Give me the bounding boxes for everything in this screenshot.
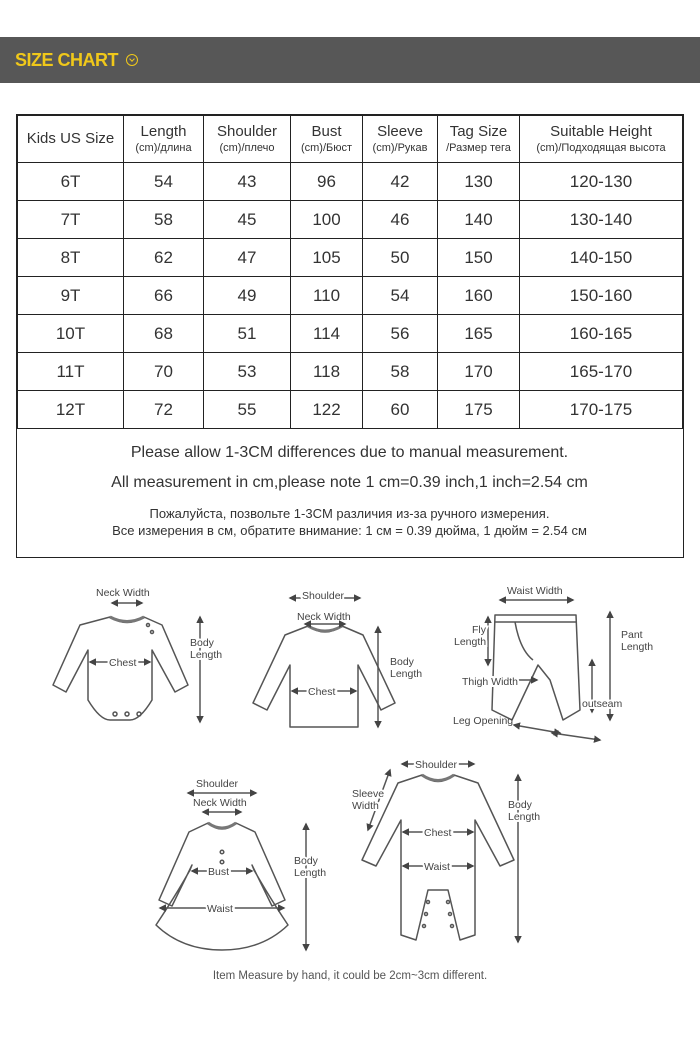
table-cell: 150-160 [520, 277, 683, 315]
table-cell: 170-175 [520, 391, 683, 429]
romper-sleeve-label: Sleeve [352, 788, 385, 800]
table-row [18, 239, 683, 277]
header-sleeve: Sleeve (cm)/Рукав [363, 116, 438, 163]
table-cell: 130 [438, 163, 520, 201]
romper-body-label: Body [508, 799, 532, 811]
table-cell: 49 [204, 277, 291, 315]
table-cell: 60 [363, 391, 438, 429]
table-cell: 42 [363, 163, 438, 201]
table-cell: 160 [438, 277, 520, 315]
shirt-body-label: Body [390, 656, 414, 668]
table-cell: 58 [363, 353, 438, 391]
table-cell: 54 [124, 163, 204, 201]
shirt-neck-width-label: Neck Width [297, 611, 351, 623]
pants-leg-opening-label: Leg Opening [453, 715, 514, 727]
table-cell: 53 [204, 353, 291, 391]
table-cell: 9T [18, 277, 124, 315]
table-cell: 140 [438, 201, 520, 239]
size-table [17, 115, 683, 429]
romper-diagram [362, 764, 518, 942]
bodysuit-chest-label: Chest [109, 657, 137, 669]
table-row [18, 277, 683, 315]
note-english-1: Please allow 1-3CM differences due to manual measurement. [130, 444, 569, 461]
table-cell: 54 [363, 277, 438, 315]
table-cell: 120-130 [520, 163, 683, 201]
table-cell: 68 [124, 315, 204, 353]
size-chart-banner [0, 37, 700, 83]
table-cell: 160-165 [520, 315, 683, 353]
chevron-down-circle-icon [126, 54, 138, 66]
table-cell: 8T [18, 239, 124, 277]
table-cell: 70 [124, 353, 204, 391]
shirt-length-label: Length [390, 668, 423, 680]
table-cell: 100 [291, 201, 363, 239]
table-cell: 45 [204, 201, 291, 239]
table-cell: 165 [438, 315, 520, 353]
pants-thigh-width-label: Thigh Width [462, 676, 519, 688]
table-row [18, 163, 683, 201]
table-cell: 122 [291, 391, 363, 429]
table-cell: 47 [204, 239, 291, 277]
header-suitable-height: Suitable Height (cm)/Подходящая высота [520, 116, 683, 163]
table-cell: 46 [363, 201, 438, 239]
header-bust: Bust (cm)/Бюст [291, 116, 363, 163]
romper-waist-label: Waist [424, 861, 450, 873]
table-row [18, 353, 683, 391]
note-russian-2: Все измерения в см, обратите внимание: 1 см = 0.39 дюйма, 1 дюйм = 2.54 см [112, 523, 587, 538]
table-cell: 11T [18, 353, 124, 391]
table-cell: 50 [363, 239, 438, 277]
table-cell: 6T [18, 163, 124, 201]
table-cell: 130-140 [520, 201, 683, 239]
header-length: Length (cm)/длина [124, 116, 204, 163]
footer-note: Item Measure by hand, it could be 2cm~3cm different. [212, 970, 488, 982]
dress-diagram [156, 793, 306, 950]
romper-chest-label: Chest [424, 827, 452, 839]
size-chart-box [16, 114, 684, 558]
pants-outseam-label: outseam [582, 698, 623, 710]
table-cell: 62 [124, 239, 204, 277]
table-cell: 56 [363, 315, 438, 353]
header-tag-size: Tag Size /Размер тега [438, 116, 520, 163]
pants-fly-length-label: Length [454, 636, 487, 648]
romper-width-label: Width [352, 800, 379, 812]
note-russian-1: Пожалуйста, позвольте 1-3CM различия из-за ручного измерения. [149, 506, 550, 521]
header-shoulder: Shoulder (cm)/плечо [204, 116, 291, 163]
header-kids-us-size: Kids US Size [18, 116, 124, 163]
dress-shoulder-label: Shoulder [196, 778, 239, 790]
dress-waist-label: Waist [207, 903, 233, 915]
table-row [18, 201, 683, 239]
table-cell: 10T [18, 315, 124, 353]
table-cell: 165-170 [520, 353, 683, 391]
table-cell: 140-150 [520, 239, 683, 277]
romper-shoulder-label: Shoulder [415, 759, 458, 771]
romper-length-label: Length [508, 811, 541, 823]
bodysuit-length-label: Length [190, 649, 223, 661]
table-cell: 51 [204, 315, 291, 353]
bodysuit-body-label: Body [190, 637, 214, 649]
banner-title: SIZE CHART [15, 49, 118, 70]
table-cell: 7T [18, 201, 124, 239]
table-cell: 12T [18, 391, 124, 429]
pants-waist-width-label: Waist Width [507, 585, 563, 597]
measurement-notes [17, 427, 682, 538]
bodysuit-neck-width-label: Neck Width [96, 587, 150, 599]
table-cell: 150 [438, 239, 520, 277]
table-cell: 114 [291, 315, 363, 353]
pants-pant-label: Pant [621, 629, 643, 641]
table-cell: 72 [124, 391, 204, 429]
measurement-diagrams [0, 570, 700, 1000]
table-cell: 105 [291, 239, 363, 277]
dress-length-label: Length [294, 867, 327, 879]
note-english-2: All measurement in cm,please note 1 cm=0.39 inch,1 inch=2.54 cm [111, 474, 588, 491]
table-cell: 43 [204, 163, 291, 201]
table-cell: 55 [204, 391, 291, 429]
table-cell: 58 [124, 201, 204, 239]
table-header-row [18, 116, 683, 163]
table-row [18, 315, 683, 353]
table-cell: 96 [291, 163, 363, 201]
table-cell: 170 [438, 353, 520, 391]
table-cell: 66 [124, 277, 204, 315]
dress-bust-label: Bust [208, 866, 230, 878]
dress-neck-width-label: Neck Width [193, 797, 247, 809]
shirt-shoulder-label: Shoulder [302, 590, 345, 602]
table-cell: 118 [291, 353, 363, 391]
dress-body-label: Body [294, 855, 318, 867]
shirt-chest-label: Chest [308, 686, 336, 698]
table-cell: 110 [291, 277, 363, 315]
table-row [18, 391, 683, 429]
pants-pant-length-label: Length [621, 641, 654, 653]
table-cell: 175 [438, 391, 520, 429]
pants-fly-label: Fly [472, 624, 486, 636]
